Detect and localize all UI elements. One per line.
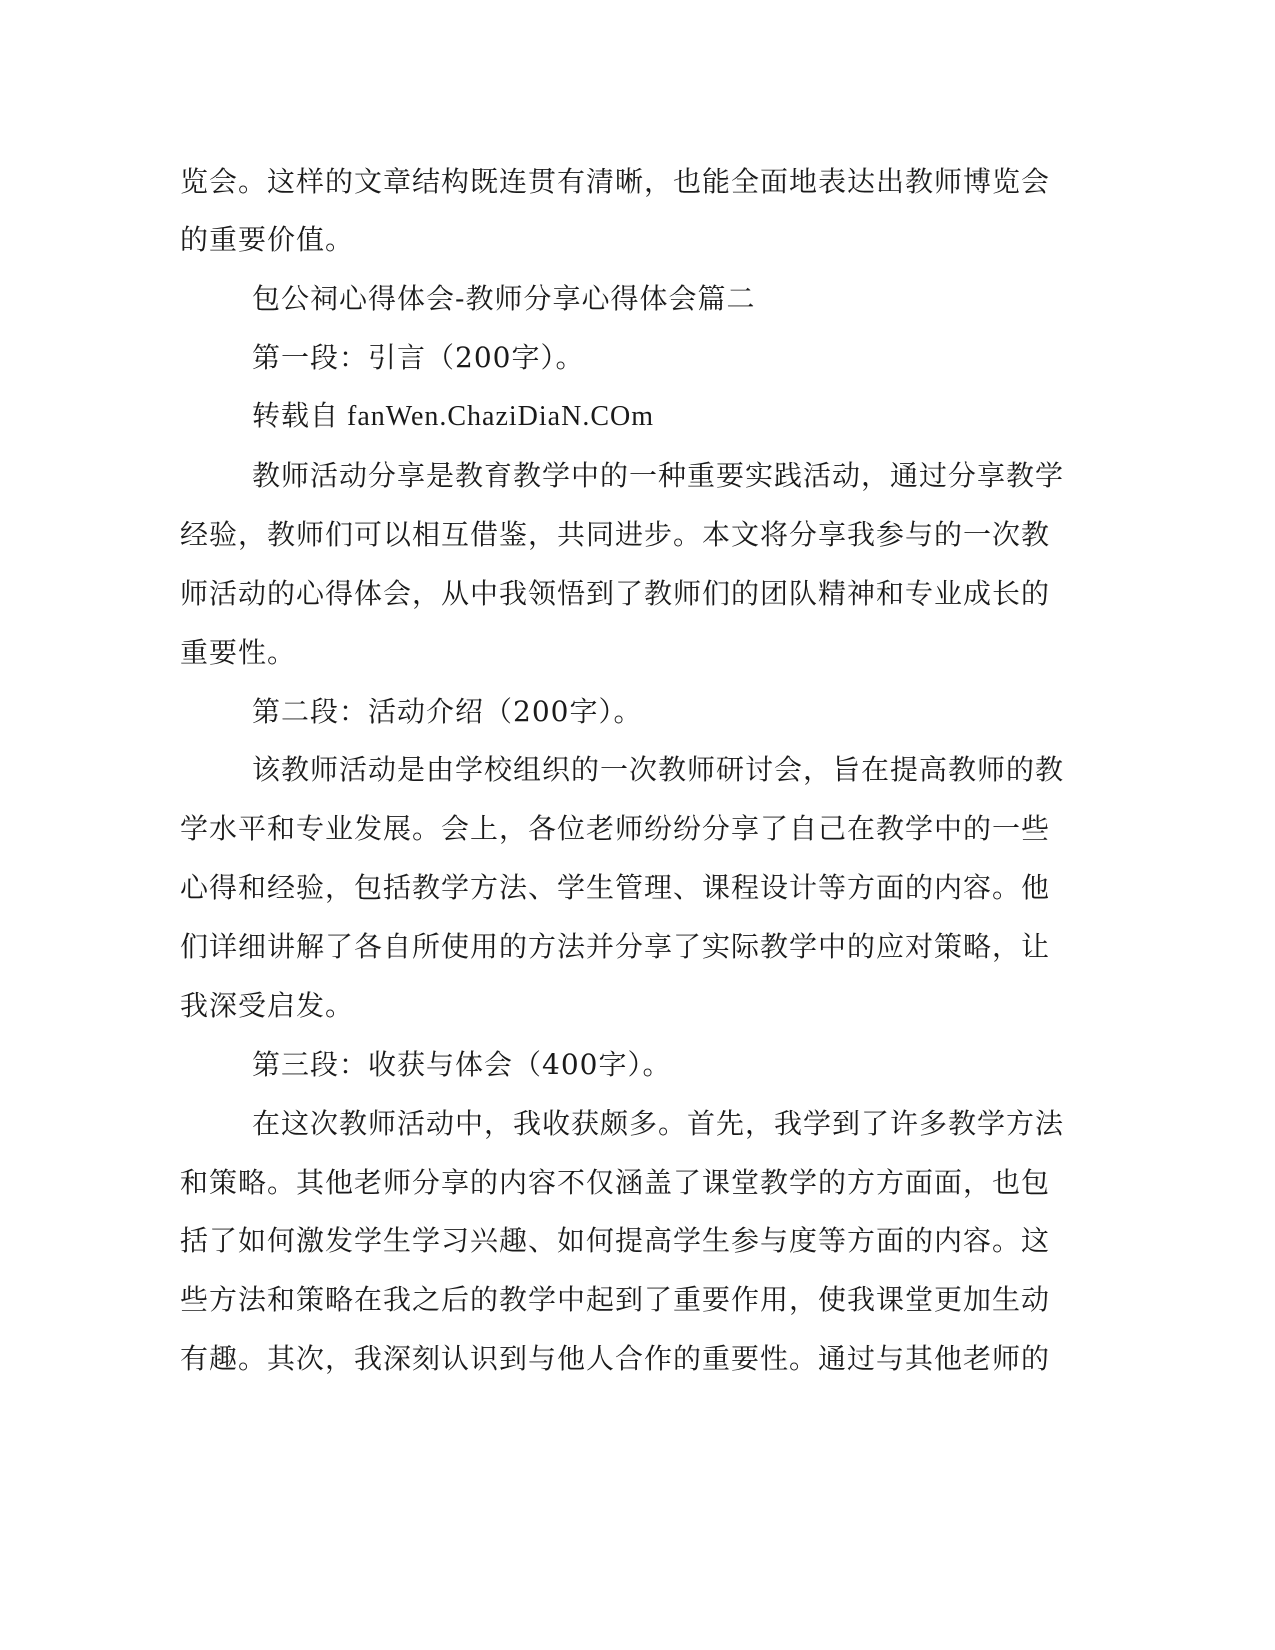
paragraph-line: 和策略。其他老师分享的内容不仅涵盖了课堂教学的方方面面，也包 — [180, 1166, 1051, 1199]
paragraph-line: 些方法和策略在我之后的教学中起到了重要作用，使我课堂更加生动 — [180, 1283, 1051, 1316]
section-heading: 第一段：引言（200字）。 — [252, 341, 585, 374]
paragraph-line: 师活动的心得体会，从中我领悟到了教师们的团队精神和专业成长的 — [180, 577, 1051, 610]
paragraph-line: 学水平和专业发展。会上，各位老师纷纷分享了自己在教学中的一些 — [180, 812, 1051, 845]
paragraph-line: 们详细讲解了各自所使用的方法并分享了实际教学中的应对策略，让 — [180, 930, 1051, 963]
section-heading: 第二段：活动介绍（200字）。 — [252, 695, 643, 728]
paragraph-line: 览会。这样的文章结构既连贯有清晰，也能全面地表达出教师博览会 — [180, 165, 1051, 198]
paragraph-line: 教师活动分享是教育教学中的一种重要实践活动，通过分享教学 — [252, 459, 1065, 492]
paragraph-line: 的重要价值。 — [180, 223, 355, 256]
paragraph-line: 我深受启发。 — [180, 989, 355, 1022]
paragraph-line: 重要性。 — [180, 636, 297, 669]
section-heading: 第三段：收获与体会（400字）。 — [252, 1048, 672, 1081]
paragraph-line: 有趣。其次，我深刻认识到与他人合作的重要性。通过与其他老师的 — [180, 1342, 1051, 1375]
source-line: 转载自 fanWen.ChaziDiaN.COm — [252, 401, 655, 432]
paragraph-line: 经验，教师们可以相互借鉴，共同进步。本文将分享我参与的一次教 — [180, 518, 1051, 551]
paragraph-line: 在这次教师活动中，我收获颇多。首先，我学到了许多教学方法 — [252, 1107, 1065, 1140]
paragraph-line: 括了如何激发学生学习兴趣、如何提高学生参与度等方面的内容。这 — [180, 1224, 1051, 1257]
paragraph-line: 该教师活动是由学校组织的一次教师研讨会，旨在提高教师的教 — [252, 753, 1065, 786]
paragraph-line: 心得和经验，包括教学方法、学生管理、课程设计等方面的内容。他 — [180, 871, 1051, 904]
article-title: 包公祠心得体会-教师分享心得体会篇二 — [252, 282, 756, 315]
